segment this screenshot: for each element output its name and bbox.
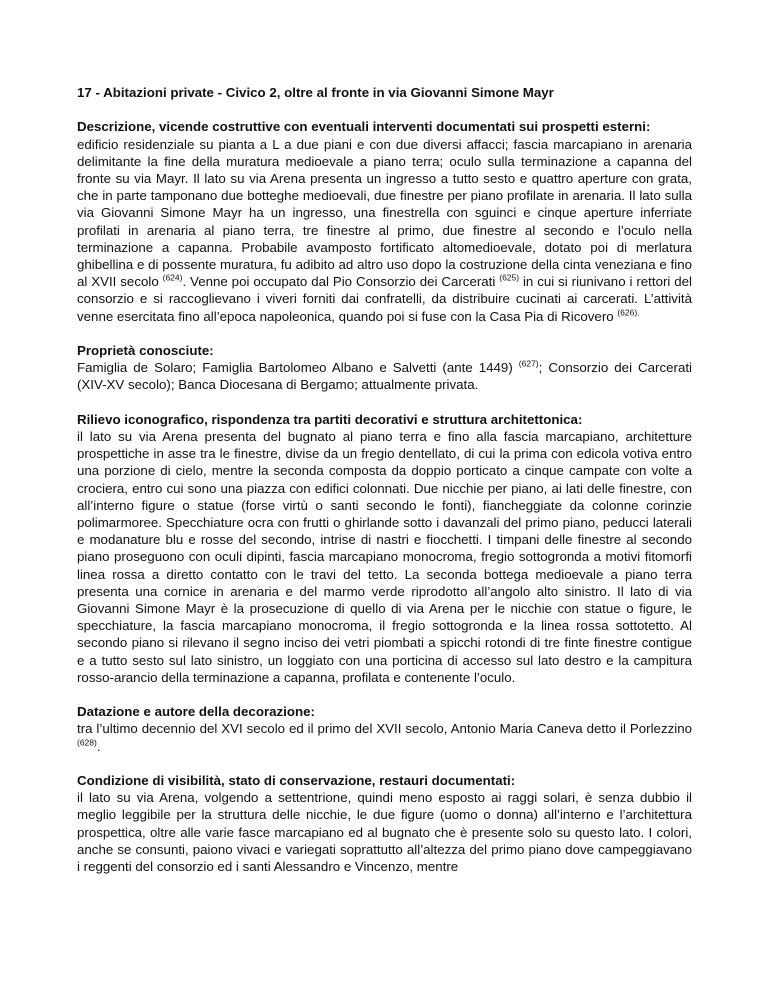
body-text: ; Consorzio dei Carcerati (XIV-XV secolo); Banca Diocesana di Bergamo; attualmente privata. xyxy=(77,360,692,393)
section-heading: Descrizione, vicende costruttive con eventuali interventi documentati sui prospetti esterni: xyxy=(77,119,651,135)
body-text: in cui si riunivano i rettori del consorzio e si raccoglievano i viveri forniti dai confratelli, da distribuire cucinati ai carcerati. L’attività venne esercitata fino all’epoca napoleonica, quando poi si fuse con la Casa Pia di Ricovero xyxy=(77,274,692,324)
footnote-ref: (626). xyxy=(617,307,640,318)
body-text: il lato su via Arena, volgendo a settentrione, quindi meno esposto ai raggi solari, è senza dubbio il meglio leggibile per la struttura delle nicchie, le due figure (uomo o donna) all’interno e l’architettura prospettica, oltre alle varie fasce marcapiano ed al bugnato che è presente solo su questo lato. I colori, anche se consunti, paiono vivaci e variegati soprattutto all’altezza del primo piano dove campeggiavano i reggenti del consorzio ed i santi Alessandro e Vincenzo, mentre xyxy=(77,790,692,875)
body-text: . xyxy=(96,738,101,754)
section-iconography xyxy=(77,411,692,686)
body-text: tra l’ultimo decennio del XVI secolo ed il primo del XVII secolo, Antonio Maria Caneva detto il Porlezzino xyxy=(77,721,692,737)
section-heading: Condizione di visibilità, stato di conservazione, restauri documentati: xyxy=(77,773,516,789)
section-body xyxy=(77,428,692,686)
document-page xyxy=(77,84,692,892)
section-body xyxy=(77,136,692,325)
section-owners xyxy=(77,342,692,394)
body-text: . Venne poi occupato dal Pio Consorzio dei Carcerati xyxy=(182,274,500,290)
body-text: il lato su via Arena presenta del bugnato al piano terra e fino alla fascia marcapiano, architetture prospettiche in asse tra le finestre, divise da un fregio dentellato, di cui la prima con edicola votiva entro una porzione di cielo, mentre la seconda composta da doppio porticato a cinque campate con volte a crociera, entro cui sono una piazza con edifici colonnati. Due nicchie per piano, ai lati delle finestre, con all’interno figure o statue (forse virtù o santi secondo le fonti), fiancheggiate da colonne corinzie polimarmoree. Specchiature ocra con frutti o ghirlande sotto i davanzali del primo piano, peducci laterali e modanature blu e rosse del secondo, intrise di nastri e fiocchetti. I timpani delle finestre al secondo piano proseguono con oculi dipinti, fascia marcapiano monocroma, fregio sottogronda a motivi fitomorfi linea rossa a diretto contatto con le travi del tetto. La seconda bottega medioevale a piano terra presenta una cornice in arenaria e del marmo verde riprodotto all’angolo alto sinistro. Il lato di via Giovanni Simone Mayr è la prosecuzione di quello di via Arena per le nicchie con statue o figure, le specchiature, la fascia marcapiano monocroma, il fregio sottogronda e la linea rossa sottotetto. Al secondo piano si rilevano il segno inciso dei vetri piombati a spicchi rotondi di tre finte finestre contigue e a tutto sesto sul lato sinistro, un loggiato con una porticina di accesso sul lato destro e la campitura rosso-arancio della terminazione a capanna, profilata e contenente l’oculo. xyxy=(77,429,692,685)
section-body xyxy=(77,720,692,754)
section-body xyxy=(77,789,692,875)
footnote-ref: (628) xyxy=(77,737,97,748)
section-description xyxy=(77,118,692,324)
section-heading: Rilievo iconografico, rispondenza tra partiti decorativi e struttura architettonica: xyxy=(77,411,583,427)
footnote-ref: (624) xyxy=(162,272,183,283)
body-text: Famiglia de Solaro; Famiglia Bartolomeo Albano e Salvetti (ante 1449) xyxy=(77,360,519,376)
section-heading: Proprietà conosciute: xyxy=(77,343,214,359)
section-conservation xyxy=(77,772,692,875)
section-heading: Datazione e autore della decorazione: xyxy=(77,704,315,720)
body-text: edificio residenziale su pianta a L a due piani e con due diversi affacci; fascia marcapiano in arenaria delimitante la fine della muratura medioevale a piano terra; oculo sulla terminazione a capanna del fronte su via Mayr. Il lato su via Arena presenta un ingresso a tutto sesto e quattro aperture con grata, che in parte tamponano due botteghe medioevali, due finestre per piano profilate in arenaria. Il lato sulla via Giovanni Simone Mayr ha un ingresso, una finestrella con sguinci e cinque aperture inferriate profilati in arenaria al piano terra, tre finestre al primo, due finestre al secondo e l’oculo nella terminazione a capanna. Probabile avamposto fortificato altomedioevale, dotato poi di merlatura ghibellina e di possente muratura, fu adibito ad altro uso dopo la costruzione della cinta veneziana e fino al XVII secolo xyxy=(77,136,692,290)
footnote-ref: (625) xyxy=(499,272,520,283)
section-body xyxy=(77,359,692,393)
footnote-ref: (627) xyxy=(518,358,539,369)
section-dating xyxy=(77,703,692,755)
document-title: 17 - Abitazioni private - Civico 2, oltre al fronte in via Giovanni Simone Mayr xyxy=(77,85,554,100)
